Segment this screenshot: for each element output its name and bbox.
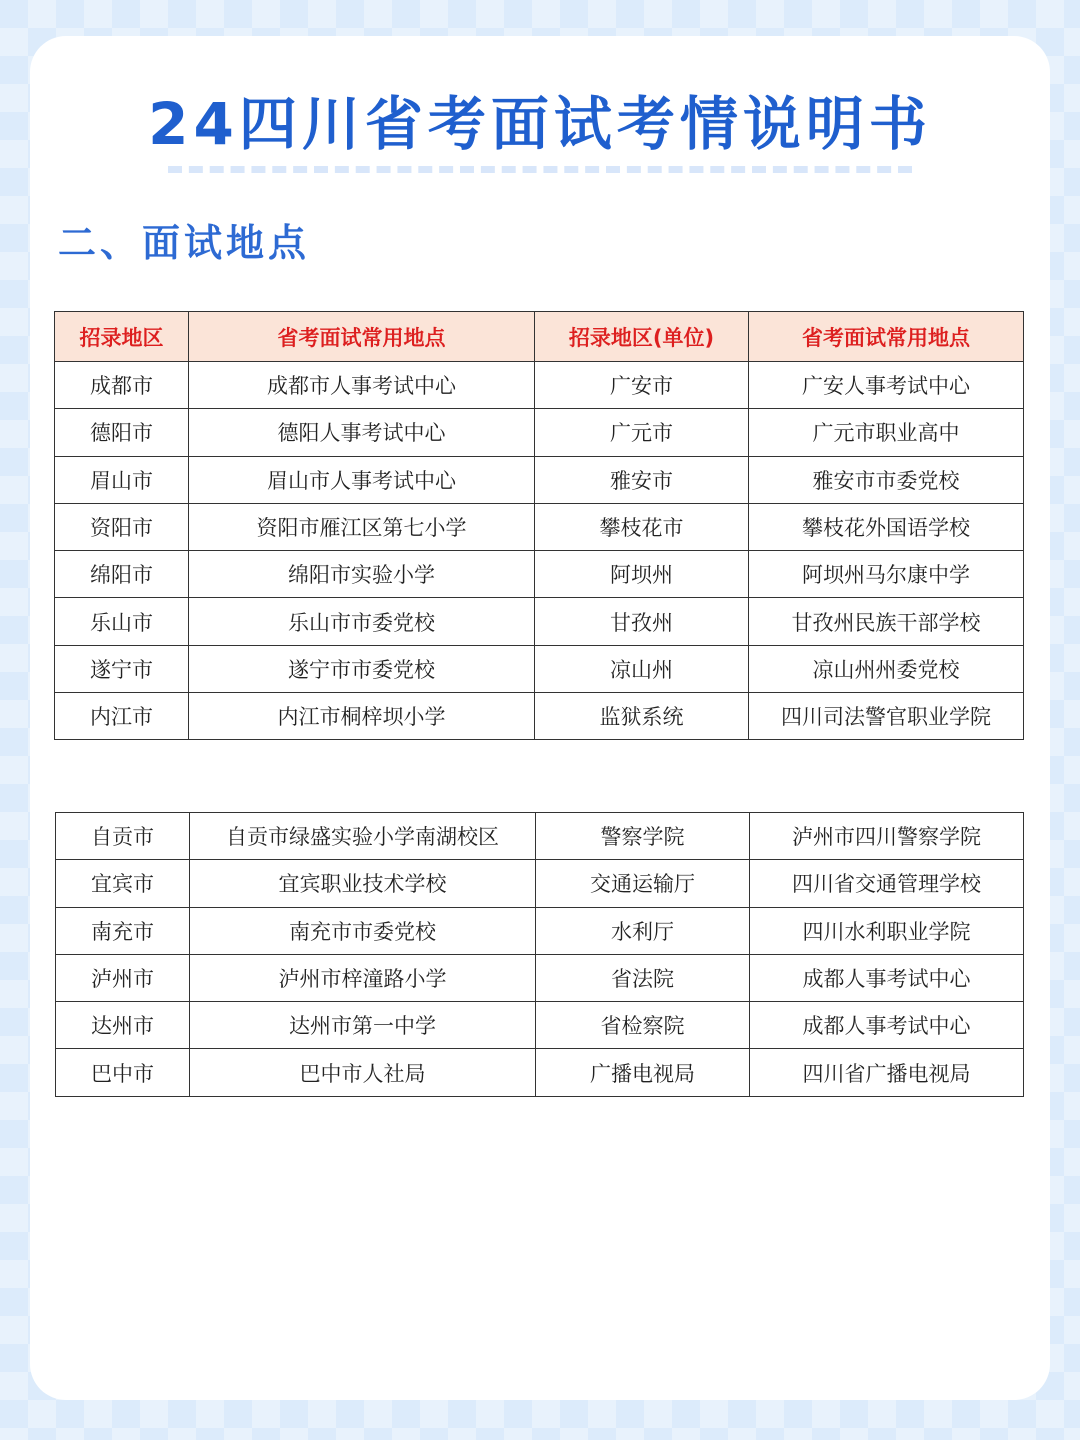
interview-location-table-1 [54, 311, 1024, 740]
region-cell: 攀枝花市 [535, 503, 749, 550]
region-cell: 南充市 [56, 907, 190, 954]
location-cell: 宜宾职业技术学校 [190, 860, 536, 907]
region-cell: 省检察院 [536, 1002, 750, 1049]
table-row [56, 813, 1024, 860]
region-cell: 自贡市 [56, 813, 190, 860]
table-row [56, 907, 1024, 954]
region-cell: 泸州市 [56, 954, 190, 1001]
region-cell: 达州市 [56, 1002, 190, 1049]
region-cell: 凉山州 [535, 645, 749, 692]
region-cell: 雅安市 [535, 456, 749, 503]
table-row [55, 503, 1024, 550]
region-cell: 广播电视局 [536, 1049, 750, 1096]
region-cell: 水利厅 [536, 907, 750, 954]
region-cell: 警察学院 [536, 813, 750, 860]
region-cell: 眉山市 [55, 456, 189, 503]
location-cell: 乐山市市委党校 [189, 598, 535, 645]
interview-location-table-2 [55, 812, 1024, 1097]
table-row [56, 1002, 1024, 1049]
location-cell: 凉山州州委党校 [749, 645, 1024, 692]
region-cell: 甘孜州 [535, 598, 749, 645]
location-cell: 广安人事考试中心 [749, 362, 1024, 409]
location-cell: 成都人事考试中心 [750, 954, 1024, 1001]
table-row [55, 456, 1024, 503]
page-title: 24四川省考面试考情说明书 [148, 90, 932, 158]
region-cell: 德阳市 [55, 409, 189, 456]
location-cell: 成都市人事考试中心 [189, 362, 535, 409]
location-cell: 甘孜州民族干部学校 [749, 598, 1024, 645]
section-heading: 二、面试地点 [58, 221, 311, 265]
region-cell: 内江市 [55, 693, 189, 740]
region-cell: 宜宾市 [56, 860, 190, 907]
location-cell: 阿坝州马尔康中学 [749, 551, 1024, 598]
region-cell: 巴中市 [56, 1049, 190, 1096]
region-cell: 绵阳市 [55, 551, 189, 598]
table-row [55, 362, 1024, 409]
region-cell: 阿坝州 [535, 551, 749, 598]
region-cell: 省法院 [536, 954, 750, 1001]
location-cell: 四川司法警官职业学院 [749, 693, 1024, 740]
location-cell: 四川水利职业学院 [750, 907, 1024, 954]
region-cell: 成都市 [55, 362, 189, 409]
region-cell: 资阳市 [55, 503, 189, 550]
location-cell: 巴中市人社局 [190, 1049, 536, 1096]
title-divider [168, 166, 912, 173]
location-cell: 雅安市市委党校 [749, 456, 1024, 503]
table-row [55, 551, 1024, 598]
table-row [56, 860, 1024, 907]
table-row [55, 409, 1024, 456]
table-row [55, 645, 1024, 692]
location-cell: 眉山市人事考试中心 [189, 456, 535, 503]
region-cell: 广元市 [535, 409, 749, 456]
location-cell: 内江市桐梓坝小学 [189, 693, 535, 740]
region-cell: 遂宁市 [55, 645, 189, 692]
location-cell: 泸州市四川警察学院 [750, 813, 1024, 860]
header-region-unit: 招录地区(单位) [535, 312, 749, 362]
location-cell: 成都人事考试中心 [750, 1002, 1024, 1049]
location-cell: 德阳人事考试中心 [189, 409, 535, 456]
location-cell: 四川省交通管理学校 [750, 860, 1024, 907]
region-cell: 广安市 [535, 362, 749, 409]
table-row [56, 1049, 1024, 1096]
location-cell: 四川省广播电视局 [750, 1049, 1024, 1096]
header-location: 省考面试常用地点 [189, 312, 535, 362]
table-row [55, 693, 1024, 740]
location-cell: 自贡市绿盛实验小学南湖校区 [190, 813, 536, 860]
header-region: 招录地区 [55, 312, 189, 362]
location-cell: 广元市职业高中 [749, 409, 1024, 456]
location-cell: 遂宁市市委党校 [189, 645, 535, 692]
table-row [56, 954, 1024, 1001]
region-cell: 乐山市 [55, 598, 189, 645]
location-cell: 达州市第一中学 [190, 1002, 536, 1049]
region-cell: 监狱系统 [535, 693, 749, 740]
location-cell: 攀枝花外国语学校 [749, 503, 1024, 550]
location-cell: 资阳市雁江区第七小学 [189, 503, 535, 550]
table-row [55, 598, 1024, 645]
header-location: 省考面试常用地点 [749, 312, 1024, 362]
region-cell: 交通运输厅 [536, 860, 750, 907]
table-header-row [55, 312, 1024, 362]
location-cell: 绵阳市实验小学 [189, 551, 535, 598]
location-cell: 南充市市委党校 [190, 907, 536, 954]
location-cell: 泸州市梓潼路小学 [190, 954, 536, 1001]
